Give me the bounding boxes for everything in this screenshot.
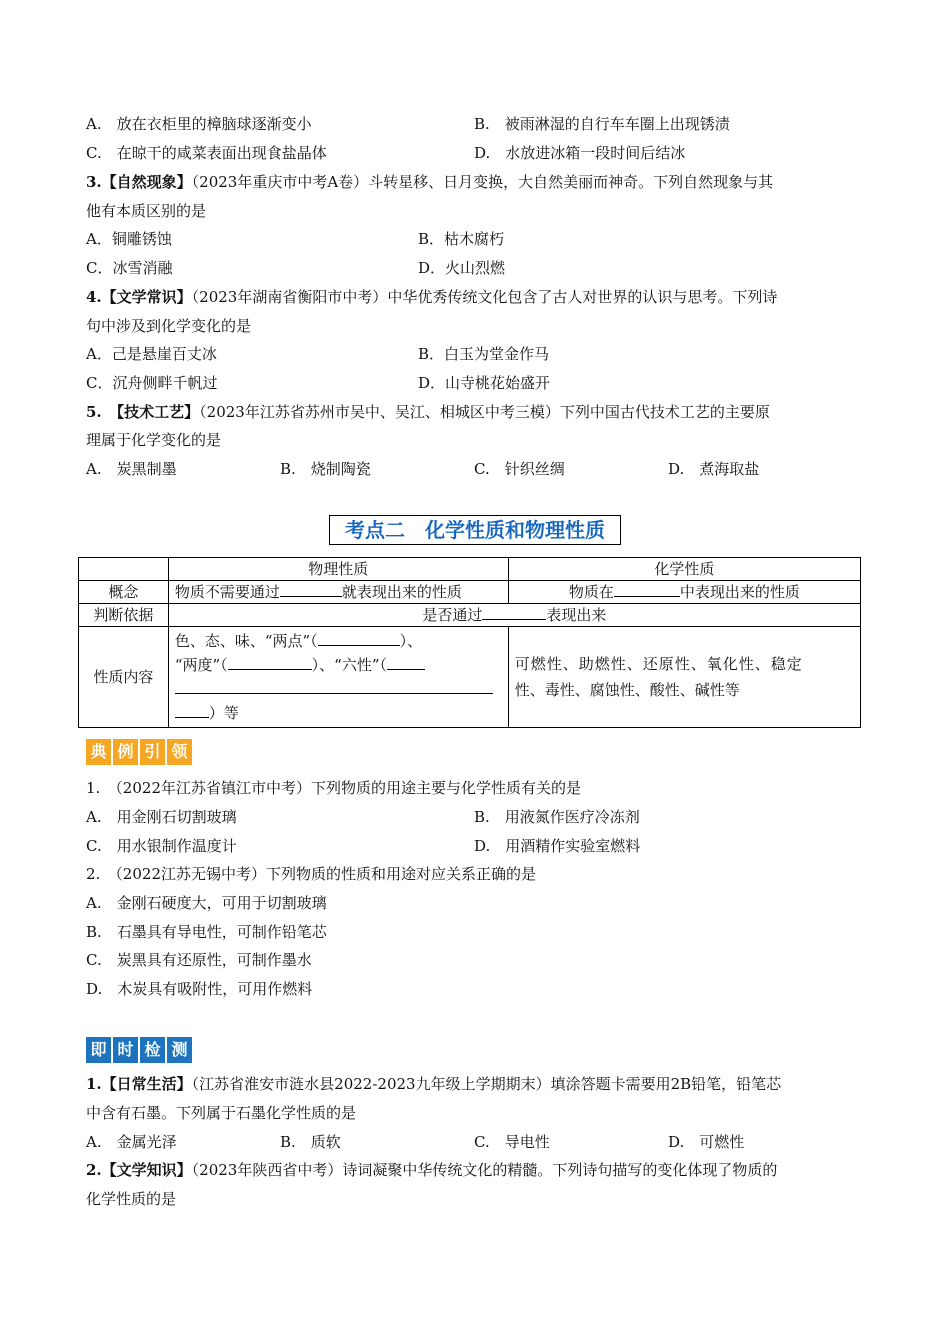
- concept-physical-pre: 物质不需要通过: [174, 583, 280, 601]
- check-tag: [86, 1037, 192, 1063]
- concept-physical-cell: [168, 581, 508, 604]
- blank: [482, 605, 546, 620]
- blank: [614, 582, 680, 597]
- chk1-option-b: B. 质软: [280, 1133, 341, 1151]
- q2-option-d: D. 水放进冰箱一段时间后结冰: [474, 144, 686, 162]
- check-tag-char: 即: [86, 1037, 111, 1063]
- content-line-gap: [175, 677, 502, 701]
- chk2-stem: [86, 1160, 777, 1180]
- blank: [175, 703, 209, 718]
- q3-tag: 3.【自然现象】: [86, 173, 192, 191]
- header-chemical: 化学性质: [508, 558, 860, 581]
- blank: [318, 631, 400, 646]
- ex2-option-b: B. 石墨具有导电性，可制作铅笔芯: [86, 923, 327, 941]
- basis-cell: [168, 604, 860, 627]
- ex1-option-c: C. 用水银制作温度计: [86, 837, 237, 855]
- chk1-option-a: A. 金属光泽: [86, 1133, 177, 1151]
- q4-option-b: B．白玉为堂金作马: [418, 345, 550, 363]
- examples-tag-char: 例: [113, 739, 138, 765]
- chk2-text-1: （2023年陕西省中考）诗词凝聚中华传统文化的精髓。下列诗句描写的变化体现了物质的: [191, 1161, 778, 1179]
- check-tag-char: 检: [140, 1037, 165, 1063]
- chk1-option-d: D. 可燃性: [668, 1133, 745, 1151]
- chk2-tag: 2.【文学知识】: [86, 1161, 192, 1179]
- q4-tag: 4.【文学常识】: [86, 288, 192, 306]
- content-chemical-cell: [508, 627, 860, 728]
- content-line-3: [175, 701, 502, 725]
- row-label-basis: 判断依据: [79, 604, 169, 627]
- q3-option-b: B．枯木腐朽: [418, 230, 505, 248]
- q4-option-a: A．己是悬崖百丈冰: [86, 345, 217, 363]
- q4-text-2: 句中涉及到化学变化的是: [86, 317, 252, 335]
- q3-option-c: C．冰雪消融: [86, 259, 173, 277]
- row-label-content: 性质内容: [79, 627, 169, 728]
- q4-option-d: D．山寺桃花始盛开: [418, 374, 551, 392]
- header-physical: 物理性质: [168, 558, 508, 581]
- content-l1-b: ）、: [399, 632, 423, 650]
- ex1-option-d: D. 用酒精作实验室燃料: [474, 837, 641, 855]
- chk1-tag: 1.【日常生活】: [86, 1075, 192, 1093]
- check-tag-char: 时: [113, 1037, 138, 1063]
- examples-tag-char: 典: [86, 739, 111, 765]
- q3-option-d: D．火山烈燃: [418, 259, 506, 277]
- q5-option-b: B. 烧制陶瓷: [280, 460, 371, 478]
- q5-option-d: D. 煮海取盐: [668, 460, 760, 478]
- chk1-stem: [86, 1074, 781, 1094]
- q5-text-1: （2023年江苏省苏州市吴中、吴江、相城区中考三模）下列中国古代技术工艺的主要原: [199, 403, 770, 421]
- examples-tag-char: 领: [167, 739, 192, 765]
- ex1-option-a: A. 用金刚石切割玻璃: [86, 808, 237, 826]
- content-physical-cell: [168, 627, 508, 728]
- content-l2-b: ）、“六性”（: [311, 656, 387, 674]
- chk2-text-2: 化学性质的是: [86, 1190, 177, 1208]
- table-row-basis: [79, 604, 861, 627]
- chk1-text-1: （江苏省淮安市涟水县2022-2023九年级上学期期末）填涂答题卡需要用2B铅笔，铅笔芯: [191, 1075, 782, 1093]
- q3-option-a: A．铜雕锈蚀: [86, 230, 172, 248]
- q5-text-2: 理属于化学变化的是: [86, 431, 222, 449]
- ex1-option-b: B. 用液氮作医疗冷冻剂: [474, 808, 640, 826]
- basis-pre: 是否通过: [422, 606, 483, 624]
- blank: [228, 655, 312, 670]
- property-table: [78, 557, 861, 728]
- concept-chemical-cell: [508, 581, 860, 604]
- table-corner-cell: [79, 558, 169, 581]
- q3-text-1: （2023年重庆市中考A卷）斗转星移、日月变换，大自然美丽而神奇。下列自然现象与其: [191, 173, 774, 191]
- q4-text-1: （2023年湖南省衡阳市中考）中华优秀传统文化包含了古人对世界的认识与思考。下列诗: [191, 288, 778, 306]
- row-label-concept: 概念: [79, 581, 169, 604]
- ex2-option-a: A. 金刚石硬度大，可用于切割玻璃: [86, 894, 327, 912]
- q3-text-2: 他有本质区别的是: [86, 202, 207, 220]
- ex1-stem: 1. （2022年江苏省镇江市中考）下列物质的用途主要与化学性质有关的是: [86, 779, 581, 797]
- table-row-content: [79, 627, 861, 728]
- ex2-option-c: C. 炭黑具有还原性，可制作墨水: [86, 951, 312, 969]
- content-l2-a: “两度”（: [174, 656, 228, 674]
- content-line-2: [175, 653, 502, 677]
- concept-physical-post: 就表现出来的性质: [341, 583, 462, 601]
- chem-content-1: 可燃性、助燃性、还原性、氧化性、稳定: [514, 655, 803, 673]
- table-row-concept: [79, 581, 861, 604]
- q2-option-a: A. 放在衣柜里的樟脑球逐渐变小: [86, 115, 312, 133]
- ex2-stem: 2. （2022江苏无锡中考）下列物质的性质和用途对应关系正确的是: [86, 865, 536, 883]
- chk1-text-2: 中含有石墨。下列属于石墨化学性质的是: [86, 1104, 357, 1122]
- q5-stem: [86, 402, 770, 422]
- chk1-option-c: C. 导电性: [474, 1133, 550, 1151]
- q2-option-c: C. 在晾干的咸菜表面出现食盐晶体: [86, 144, 327, 162]
- blank: [387, 655, 425, 670]
- q5-option-a: A. 炭黑制墨: [86, 460, 177, 478]
- concept-chemical-post: 中表现出来的性质: [679, 583, 800, 601]
- blank: [280, 582, 342, 597]
- check-tag-char: 测: [167, 1037, 192, 1063]
- q4-option-c: C．沉舟侧畔千帆过: [86, 374, 218, 392]
- basis-post: 表现出来: [546, 606, 607, 624]
- chem-content-2: 性、毒性、腐蚀性、酸性、碱性等: [514, 681, 740, 699]
- section-title: 考点二 化学性质和物理性质: [329, 515, 621, 545]
- q5-option-c: C. 针织丝绸: [474, 460, 565, 478]
- examples-tag-char: 引: [140, 739, 165, 765]
- ex2-option-d: D. 木炭具有吸附性，可用作燃料: [86, 980, 313, 998]
- concept-chemical-pre: 物质在: [568, 583, 614, 601]
- examples-tag: [86, 739, 192, 765]
- table-header-row: [79, 558, 861, 581]
- q2-option-b: B. 被雨淋湿的自行车车圈上出现锈渍: [474, 115, 730, 133]
- content-l3-b: ）等: [208, 704, 239, 722]
- blank: [175, 679, 493, 694]
- q3-stem: [86, 172, 773, 192]
- content-l1-a: 色、态、味、“两点”（: [174, 632, 318, 650]
- q5-tag: 5. 【技术工艺】: [86, 403, 200, 421]
- q4-stem: [86, 287, 777, 307]
- content-line-1: [175, 629, 502, 653]
